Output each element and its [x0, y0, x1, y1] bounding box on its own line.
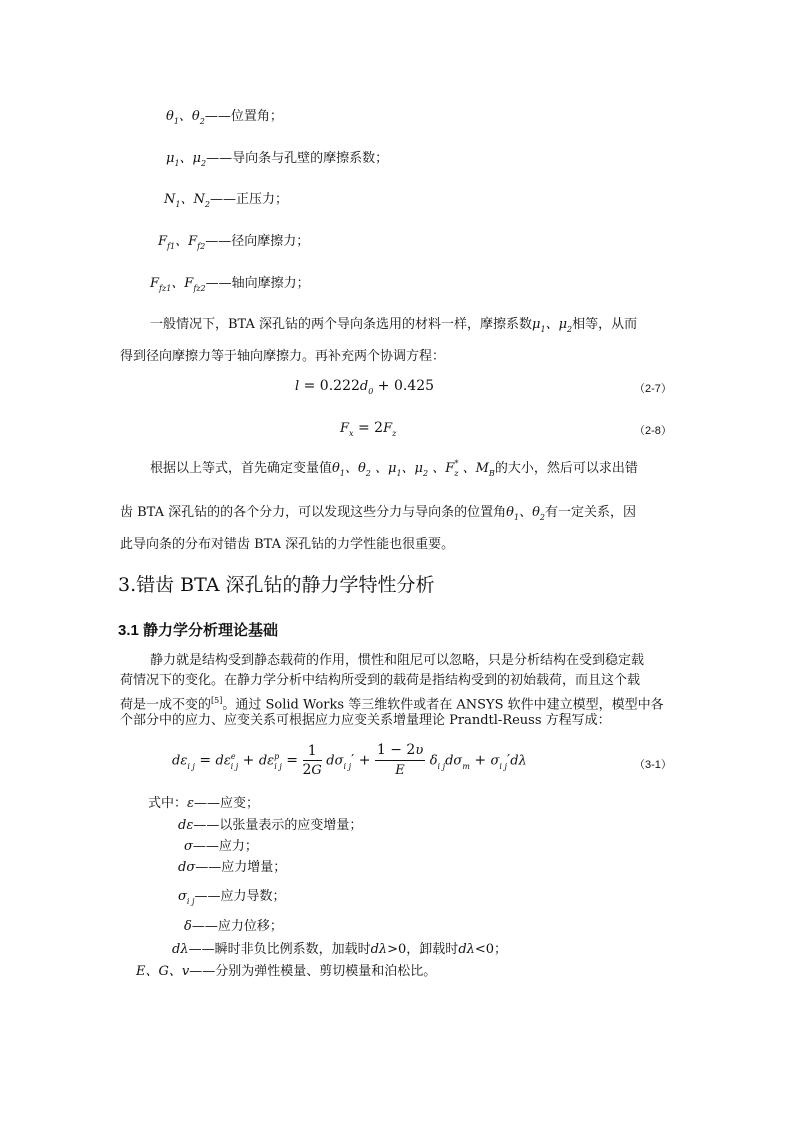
def-ffz: [150, 275, 310, 294]
def-n-desc: ——正压力；: [209, 192, 288, 207]
def-ffz-desc: ——轴向摩擦力；: [205, 276, 310, 291]
para1-text-a: 一般情况下，BTA 深孔钻的两个导向条选用的材料一样，摩擦系数: [150, 317, 533, 332]
equation-2-8: $F_x = 2F_z$: [340, 420, 397, 438]
where-label: 式中：: [148, 796, 188, 811]
def-mu-desc: ——导向条与孔壁的摩擦系数；: [206, 151, 389, 166]
egv-symbols: E、G、v: [136, 964, 190, 979]
delta-symbol: δ: [184, 919, 192, 934]
equation-2-7: $l = 0.222d_0 + 0.425$: [295, 378, 435, 396]
para1-text-b: 相等，从而: [572, 317, 638, 332]
def-delta-desc: ——应力位移；: [191, 919, 283, 934]
para3-text-a: 荷是一成不变的: [120, 697, 212, 713]
para2-line2: [120, 504, 636, 523]
para2-text-a: 根据以上等式，首先确定变量值: [150, 461, 333, 476]
def-depsilon: [178, 817, 362, 835]
fraction-1-2g: $\frac{1}{2G}$: [302, 742, 322, 778]
def-dlambda-desc: ——瞬时非负比例系数，加载时: [188, 942, 371, 957]
equation-3-1-number: （3-1）: [634, 759, 672, 771]
def-sigma: [184, 838, 258, 856]
def-depsilon-desc: ——以张量表示的应变增量；: [193, 818, 363, 833]
para3-line2: 荷情况下的变化。在静力学分析中结构所受到的载荷是指结构受到的初始载荷，而且这个载: [120, 673, 641, 688]
dlambda-symbol: dλ: [172, 942, 189, 957]
equation-2-8-number: （2-8）: [634, 425, 672, 437]
para2-text-d: 有一定关系，因: [545, 505, 637, 520]
def-epsilon-desc: ——应变；: [194, 796, 260, 811]
para1-line1: [150, 316, 637, 335]
para2-line1: [150, 460, 638, 479]
para2-line3: 此导向条的分布对错齿 BTA 深孔钻的力学性能也很重要。: [120, 537, 455, 552]
depsilon-symbol: dε: [178, 818, 194, 833]
fraction-poisson: $\frac{1 - 2\upsilon}{E}$: [376, 742, 424, 778]
def-dlambda: dλ——瞬时非负比例系数，加载时dλ>0，卸载时dλ<0；: [172, 942, 508, 957]
def-ff-desc: ——径向摩擦力；: [205, 234, 310, 249]
sigma-ij-symbol: $\sigma_{i j}$: [178, 889, 195, 906]
equation-3-1: $d\varepsilon_{i j} = d\varepsilon^e_{i j} + d\varepsilon^p_{i j}$ = $\frac{1}{2G}$ $d\sigma_{i j}'$ + $\frac{1 - 2\upsilon}{E}$ $\delta_{i j}d\sigma_m + \sigma_{i j}'d\lambda$: [172, 742, 527, 778]
def-dlambda-desc3: <0；: [474, 942, 508, 957]
section-3-heading: 3.错齿 BTA 深孔钻的静力学特性分析: [118, 574, 435, 596]
def-dsigma: [178, 859, 286, 877]
para2-symbols: $\theta_1$、$\theta_2$ 、$\mu_1$、$\mu_2$ 、$F_z^*$ 、$M_B$: [332, 459, 495, 478]
ff-symbols: $F_{f1}$、$F_{f2}$: [158, 234, 206, 251]
para3-line4: 个部分中的应力、应变关系可根据应力应变关系增量理论 Prandtl-Reuss 方程写成：: [120, 713, 611, 728]
def-theta-desc: ——位置角；: [204, 109, 283, 124]
mu-symbols: $\mu_1$、$\mu_2$: [166, 151, 207, 168]
para1-line2: 得到径向摩擦力等于轴向摩擦力。再补充两个协调方程：: [120, 349, 446, 364]
def-dlambda-desc2: >0，卸载时: [387, 942, 459, 957]
theta-inline: $\theta_1$、$\theta_2$: [506, 505, 546, 522]
def-dsigma-desc: ——应力增量；: [195, 860, 287, 875]
def-egv-desc: ——分别为弹性模量、剪切模量和泊松比。: [189, 964, 437, 979]
def-sigma-ij: [178, 888, 285, 907]
def-n: [164, 191, 288, 210]
def-epsilon: [148, 795, 259, 813]
theta-symbols: $\theta_1$、$\theta_2$: [166, 109, 205, 126]
para3-line1: 静力就是结构受到静态载荷的作用，惯性和阻尼可以忽略，只是分析结构在受到稳定载: [150, 653, 645, 668]
para3-text-b: 。通过 Solid Works 等三维软件或者在 ANSYS 软件中建立模型，模型中各: [222, 697, 664, 713]
equation-2-7-number: （2-7）: [634, 383, 672, 395]
def-sigma-desc: ——应力；: [192, 839, 258, 854]
n-symbols: $N_1$、$N_2$: [164, 192, 210, 209]
section-3-1-heading: 3.1 静力学分析理论基础: [118, 622, 279, 639]
def-egv: [136, 963, 436, 981]
def-sigma-ij-desc: ——应力导数；: [194, 889, 286, 904]
mu-inline: $\mu_1$、$\mu_2$: [532, 317, 573, 334]
citation: [5]: [211, 696, 223, 705]
ffz-symbols: $F_{fz1}$、$F_{fz2}$: [150, 276, 206, 293]
def-delta: [184, 918, 283, 936]
para2-text-b: 的大小，然后可以求出错: [494, 461, 638, 476]
def-ff: [158, 233, 309, 252]
para3-line3: [120, 692, 664, 714]
def-mu: [166, 150, 388, 169]
epsilon-symbol: ε: [187, 796, 194, 811]
para2-text-c: 齿 BTA 深孔钻的的各个分力，可以发现这些分力与导向条的位置角: [120, 505, 507, 520]
sigma-symbol: σ: [184, 839, 193, 854]
def-theta: [166, 108, 283, 127]
dsigma-symbol: dσ: [178, 860, 196, 875]
